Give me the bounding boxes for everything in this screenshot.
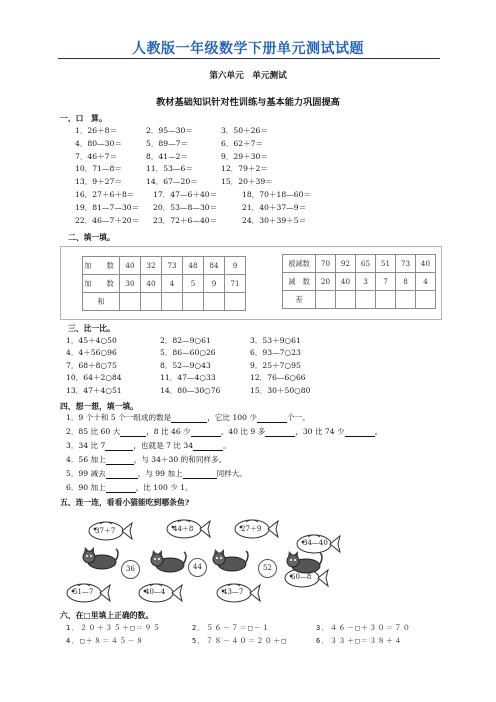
table-cell: 40 — [120, 257, 141, 275]
oral-calc-item: 12．79＋2＝ — [221, 164, 268, 174]
table-cell: 加 数 — [83, 257, 120, 275]
oral-calc-item: 18．70＋18—60＝ — [242, 190, 312, 199]
fish-expression: 37＋7 — [95, 527, 116, 535]
compare-item: 14．80—30○76 — [160, 385, 221, 395]
table-cell: 加 数 — [83, 275, 120, 293]
table-cell: 84 — [204, 257, 225, 275]
table-cell: 被减数 — [283, 255, 316, 273]
oral-calc-item: 9．29＋30＝ — [221, 151, 268, 161]
section-1-heading: 一、口 算。 — [60, 114, 107, 123]
table-cell: 20 — [316, 273, 336, 291]
oral-calc-item: 2．95—30＝ — [146, 126, 193, 135]
fill-line-2: 2．85 比 60 大 ，8 比 46 少 ，40 比 9 多 ，30 比 74 少 。 — [66, 427, 383, 436]
answer-blank[interactable] — [193, 442, 223, 451]
table-cell: 40 — [141, 275, 162, 293]
compare-item: 15．30＋50○80 — [250, 385, 311, 395]
answer-cell[interactable] — [120, 293, 141, 311]
oral-calc-item: 15．20＋39＝ — [221, 177, 273, 187]
table-cell: 减 数 — [283, 273, 316, 291]
compare-item: 4．4＋56○96 — [66, 348, 117, 358]
table-cell: 73 — [162, 257, 183, 275]
oral-calc-item: 1．26＋8＝ — [75, 126, 118, 135]
compare-item: 11．47—4○33 — [160, 373, 216, 383]
compare-item: 3．53＋9○61 — [250, 336, 301, 345]
fill-line-5: 5．99 减去 ，与 99 加上 同样大。 — [66, 469, 247, 478]
section-2-heading: 二、填一填。 — [68, 233, 115, 242]
cat-number-circle[interactable]: 52 — [258, 559, 277, 578]
oral-calc-item: 24．30＋39＋5＝ — [242, 215, 307, 225]
fill-box-item: 4．□＋８＝４５－８ — [66, 637, 145, 645]
oral-calc-item: 16．27＋6＋8＝ — [75, 190, 135, 199]
oral-calc-item: 19．81—7—30＝ — [75, 202, 140, 212]
oral-calc-item: 23．72＋6—40＝ — [153, 215, 218, 225]
fish-expression: 44＋8 — [173, 525, 194, 533]
table-cell: 9 — [204, 275, 225, 293]
addition-table — [82, 256, 246, 311]
answer-blank[interactable] — [345, 428, 375, 437]
oral-calc-item: 20．53—8—30＝ — [153, 202, 218, 212]
compare-item: 7．68＋8○75 — [66, 360, 117, 370]
compare-item: 1．45＋4○50 — [66, 336, 117, 345]
fish-expression: 27＋9 — [241, 525, 262, 533]
table-cell: 92 — [336, 255, 356, 273]
oral-calc-item: 3．50＋26＝ — [221, 126, 268, 135]
answer-cell[interactable] — [141, 293, 162, 311]
fill-line-1: 1．9 个十和 5 个一组成的数是 ，它比 100 少 个一。 — [66, 413, 310, 422]
table-cell: 4 — [416, 273, 436, 291]
cat-icon — [80, 546, 120, 576]
document-title: 人教版一年级数学下册单元测试试题 — [132, 41, 364, 57]
answer-cell[interactable] — [356, 291, 376, 309]
section-5-heading: 五、连一连，看看小猫能吃到哪条鱼? — [60, 498, 190, 507]
fill-box-item: 6．３３＋□＝３８＋４ — [316, 637, 403, 645]
table-cell: 3 — [356, 273, 376, 291]
fill-box-item: 1．２０＋３５＋□＝９５ — [66, 624, 162, 632]
fish-expression: 60—8 — [291, 573, 312, 581]
table-cell: 7 — [376, 273, 396, 291]
fish-expression: 34—40 — [303, 539, 328, 547]
oral-calc-item: 11．53—6＝ — [146, 164, 193, 174]
table-cell: 30 — [120, 275, 141, 293]
answer-blank[interactable] — [183, 470, 217, 479]
table-cell: 5 — [183, 275, 204, 293]
answer-blank[interactable] — [120, 428, 146, 437]
answer-blank[interactable] — [171, 414, 207, 423]
fill-line-3: 3．34 比 7 ，也就是 7 比 34 。 — [66, 441, 231, 450]
compare-item: 8．52—9○43 — [160, 360, 211, 370]
table-cell: 40 — [336, 273, 356, 291]
table-cell: 8 — [396, 273, 416, 291]
compare-item: 10．64＋2○84 — [66, 373, 122, 383]
table-cell: 70 — [316, 255, 336, 273]
answer-blank[interactable] — [265, 428, 295, 437]
oral-calc-item: 14．67—20＝ — [146, 177, 198, 187]
table-cell: 73 — [396, 255, 416, 273]
section-4-heading: 四、想一想，填一填。 — [60, 402, 138, 411]
compare-item: 12．76—6○66 — [250, 373, 306, 383]
oral-calc-item: 21．40＋37—9＝ — [242, 202, 307, 212]
oral-calc-item: 8．41—2＝ — [146, 151, 189, 161]
answer-cell[interactable] — [396, 291, 416, 309]
unit-heading: 第六单元 单元测试 — [209, 71, 287, 81]
answer-cell[interactable] — [204, 293, 225, 311]
compare-item: 6．93—7○23 — [250, 348, 301, 358]
fish-expression: 51—7 — [73, 588, 94, 596]
answer-blank[interactable] — [106, 470, 138, 479]
fill-box-item: 5．７８－４０＝２０＋□ — [192, 637, 288, 645]
answer-blank[interactable] — [105, 442, 133, 451]
table-cell: 32 — [141, 257, 162, 275]
fill-line-6: 6．90 加上 ，比 100 少 1。 — [66, 483, 193, 492]
oral-calc-item: 10．71—8＝ — [75, 164, 122, 174]
cat-icon — [284, 550, 324, 580]
fish-expression: 43—7 — [223, 588, 244, 596]
answer-blank[interactable] — [106, 456, 134, 465]
subtraction-table — [282, 254, 436, 309]
answer-blank[interactable] — [106, 484, 136, 493]
table-cell: 4 — [162, 275, 183, 293]
answer-cell[interactable] — [162, 293, 183, 311]
table-cell: 9 — [225, 257, 246, 275]
answer-cell[interactable] — [316, 291, 336, 309]
table-cell: 51 — [376, 255, 396, 273]
answer-cell[interactable] — [376, 291, 396, 309]
fill-box-item: 3．４６－□＋３０＝７０ — [316, 624, 412, 632]
table-cell: 48 — [183, 257, 204, 275]
cat-icon — [210, 548, 250, 578]
answer-cell[interactable] — [183, 293, 204, 311]
table-cell: 71 — [225, 275, 246, 293]
oral-calc-item: 7．46＋7＝ — [75, 151, 118, 161]
fill-box-item: 2．５６－７＝□－１ — [192, 624, 271, 632]
fill-line-4: 4．56 加上 ，与 34＋30 的和同样多。 — [66, 455, 227, 464]
answer-blank[interactable] — [257, 414, 287, 423]
oral-calc-item: 22．46—7＋20＝ — [75, 215, 140, 225]
oral-calc-item: 6．62＋7＝ — [221, 138, 264, 148]
table-cell: 40 — [416, 255, 436, 273]
answer-blank[interactable] — [191, 428, 221, 437]
section-6-heading: 六、在□里填上正确的数。 — [60, 611, 154, 620]
cat-icon — [148, 549, 188, 579]
oral-calc-item: 5．89—7＝ — [146, 138, 189, 148]
answer-cell[interactable] — [416, 291, 436, 309]
table-cell: 和 — [83, 293, 120, 311]
table-cell: 差 — [283, 291, 316, 309]
compare-item: 5．86—60○26 — [160, 348, 216, 358]
title-underline — [58, 58, 440, 59]
oral-calc-item: 4．80—30＝ — [75, 138, 122, 148]
fish-expression: 40—4 — [145, 588, 166, 596]
section-3-heading: 三、比一比。 — [68, 324, 115, 333]
compare-item: 9．25＋7○95 — [250, 360, 301, 370]
cat-number-circle[interactable]: 44 — [188, 558, 207, 577]
compare-item: 13．47＋4○51 — [66, 385, 122, 395]
compare-item: 2．82—9○61 — [160, 336, 211, 345]
oral-calc-item: 17．47—6＋40＝ — [153, 190, 218, 199]
table-cell: 65 — [356, 255, 376, 273]
subtitle: 教材基础知识针对性训练与基本能力巩固提高 — [156, 97, 340, 108]
answer-cell[interactable] — [336, 291, 356, 309]
oral-calc-item: 13．9＋27＝ — [75, 177, 122, 187]
cat-number-circle[interactable]: 36 — [121, 560, 140, 579]
answer-cell[interactable] — [225, 293, 246, 311]
